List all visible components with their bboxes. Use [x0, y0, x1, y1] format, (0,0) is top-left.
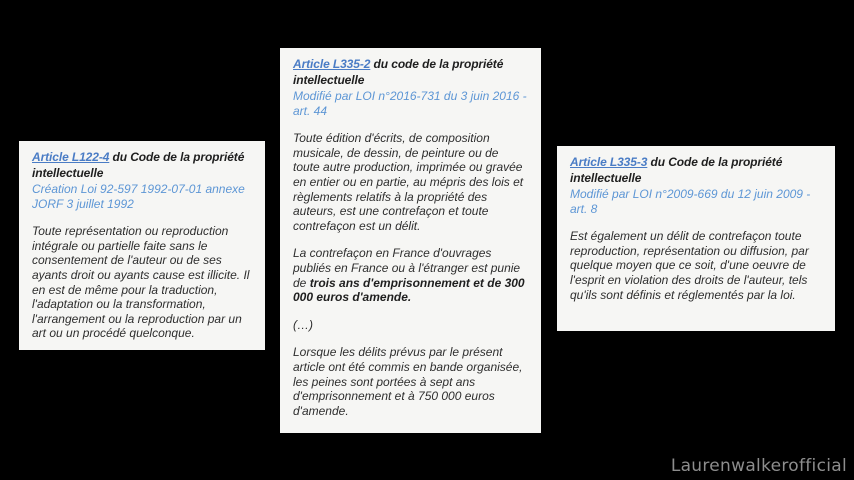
article-l122-4-link[interactable]: Article L122-4	[32, 150, 110, 164]
article-body-ellipsis: (…)	[293, 317, 313, 332]
article-l335-2-link[interactable]: Article L335-2	[293, 57, 371, 71]
paragraph-2-penalty-bold-text: trois ans d'emprisonnement et de 300 000 euros d'amende.	[293, 275, 525, 305]
card-title	[293, 57, 528, 88]
card-reference-line: Modifié par LOI n°2009-669 du 12 juin 2009 - art. 8	[570, 187, 811, 216]
card-reference-line: Création Loi 92-597 1992-07-01 annexe JORF 3 juillet 1992	[32, 182, 245, 211]
creator-watermark: Laurenwalkerofficial	[670, 456, 847, 476]
paragraph-2-normal-text: La contrefaçon en France d'ouvrages publiés en France ou à l'étranger est punie de	[293, 246, 521, 290]
article-body-paragraph-1: Toute édition d'écrits, de composition musicale, de dessin, de peinture ou de toute autre production, imprimée ou gravée en entier ou en partie, au mépris des lois et règlements relatifs à la propriété des auteurs, est une contrefaçon et toute contrefaçon est un délit.	[293, 131, 524, 233]
card-reference-line: Modifié par LOI n°2016-731 du 3 juin 2016 - art. 44	[293, 89, 527, 118]
card-title	[32, 150, 252, 181]
card-article-l335-2	[280, 48, 541, 433]
card-title	[570, 155, 822, 186]
card-article-l122-4	[19, 141, 265, 350]
card-title-rest: du Code de la propriété intellectuelle	[32, 150, 245, 180]
article-l335-3-link[interactable]: Article L335-3	[570, 155, 648, 169]
card-title-rest: du Code de la propriété intellectuelle	[570, 155, 783, 185]
card-article-l335-3	[557, 146, 835, 331]
article-body-paragraph-2	[293, 246, 528, 304]
card-title-rest: du code de la propriété intellectuelle	[293, 57, 504, 87]
article-body-text: Est également un délit de contrefaçon toute reproduction, représentation ou diffusion, par quelque moyen que ce soit, d'une oeuvre de l'esprit en violation des droits de l'auteur, tels qu'ils sont définis et réglementés par la loi.	[570, 229, 809, 302]
article-body-text: Toute représentation ou reproduction intégrale ou partielle faite sans le consentement de l'auteur ou de ses ayants droit ou ayants cause est illicite. Il en est de même pour la traduction, l'adaptation ou la transformation, l'arrangement ou la reproduction par un art ou un procédé quelconque.	[32, 224, 250, 341]
article-body-paragraph-4: Lorsque les délits prévus par le présent article ont été commis en bande organisée, les peines sont portées à sept ans d'emprisonnement et à 750 000 euros d'amende.	[293, 345, 523, 418]
